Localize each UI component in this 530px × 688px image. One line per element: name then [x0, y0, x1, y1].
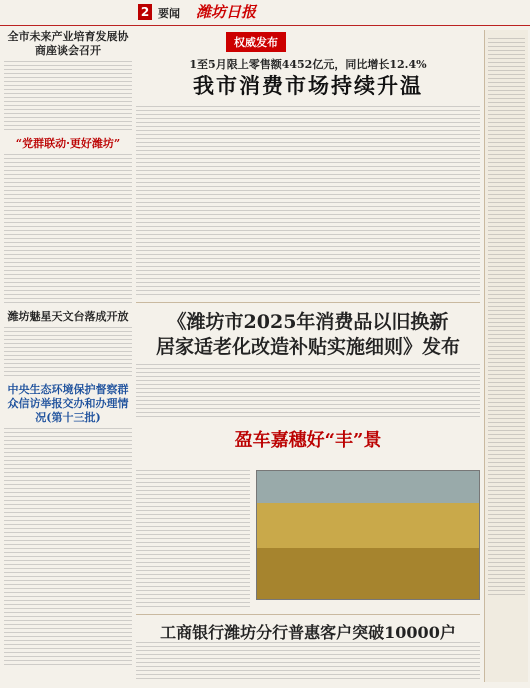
page-number: 2: [138, 4, 152, 20]
paper-name: 潍坊日报: [196, 3, 257, 21]
policy-headline-line-2: 居家适老化改造补贴实施细则》发布: [155, 336, 460, 358]
main-headline: 我市消费市场持续升温: [193, 73, 423, 98]
masthead: [0, 0, 530, 26]
policy-headline-line-1: 《潍坊市2025年消费品以旧换新: [167, 311, 449, 333]
article-text-block: [136, 106, 480, 296]
left-headline-1: 全市未来产业培育发展协商座谈会召开: [7, 30, 129, 57]
policy-headline: [136, 310, 480, 360]
left-headline-4: 中央生态环境保护督察群众信访举报交办和办理情况(第十三批): [7, 383, 129, 424]
harvest-photo: [256, 470, 480, 600]
right-column: [484, 30, 528, 682]
left-column: [4, 30, 132, 682]
authority-label: 权威发布: [226, 32, 286, 52]
article-text-block: [4, 327, 132, 377]
article-text-block: [4, 154, 132, 304]
article-text-block: [136, 364, 480, 420]
article-text-block: [136, 642, 480, 682]
article-text-block: [136, 470, 250, 610]
main-column: [136, 30, 480, 682]
notice-text-block: [488, 38, 525, 598]
notice-title: [485, 30, 528, 38]
section-divider: [136, 302, 480, 303]
left-headline-3: 潍坊魅星天文台落成开放: [7, 310, 129, 323]
sub-headline: 1至5月限上零售额4452亿元，同比增长12.4%: [189, 58, 427, 71]
photo-headline: 盈车嘉穗好“丰”景: [234, 430, 382, 451]
authority-banner: [136, 30, 480, 54]
left-headline-2: “党群联动·更好潍坊”: [15, 137, 121, 150]
article-text-block: [4, 428, 132, 668]
section-divider: [136, 614, 480, 615]
article-text-block: [4, 61, 132, 131]
section-label: 要闻: [158, 7, 180, 20]
bank-headline: 工商银行潍坊分行普惠客户突破10000户: [160, 623, 456, 642]
